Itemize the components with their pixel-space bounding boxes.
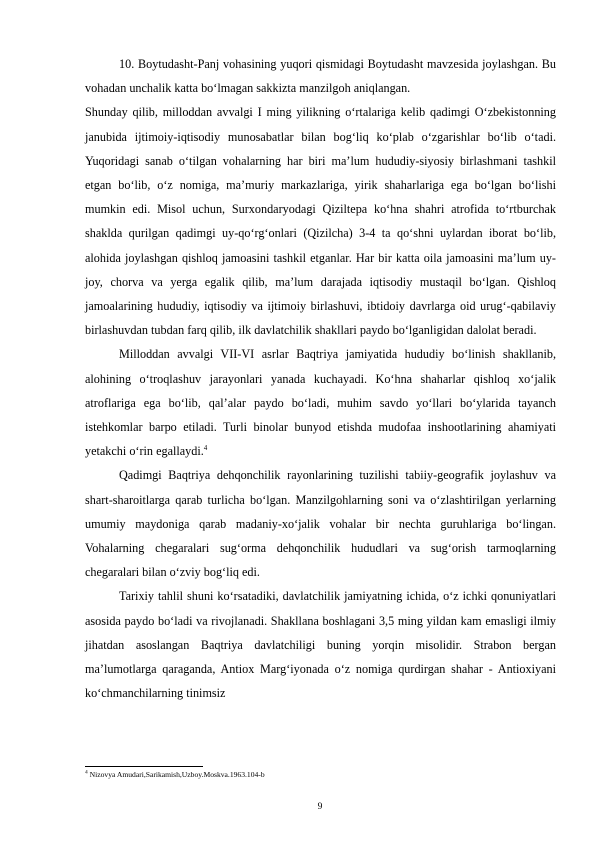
paragraph-2: Shunday qilib, milloddan avvalgi I ming yilikning o‘rtalariga kelib qadimgi O‘zbekistonning janubida ijtimoiy-iqtisodiy munosabatlar bilan bog‘liq ko‘plab o‘zgarishlar bo‘lib o‘tadi. Yuqoridagi sanab o‘tilgan vohalarning har biri ma’lum hududiy-siyosiy birlashmani tashkil etgan bo‘lib, o‘z nomiga, ma’muriy markazlariga, yirik shaharlariga ega bo‘lgan bo‘lishi mumkin edi. Misol uchun, Surxondaryodagi Qiziltepa ko‘hna shahri atrofida to‘rtburchak shaklda qurilgan qadimgi uy-qo‘rg‘onlari (Qizilcha) 3-4 ta qo‘shni uylardan iborat bo‘lib, alohida joylashgan qishloq jamoasini tashkil etganlar. Har bir katta oila jamoasini ma’lum uy-joy, chorva va yerga egalik qilib, ma’lum darajada iqtisodiy mustaqil bo‘lgan. Qishloq jamoalarining hududiy, iqtisodiy va ijtimoiy birlashuvi, ibtidoiy davrlarga oid urug‘-qabilaviy birlashuvdan tubdan farq qilib, ilk davlatchilik shakllari paydo bo‘lganligidan dalolat beradi.	[85, 105, 556, 338]
body-text	[85, 52, 556, 705]
paragraph-3-text: Milloddan avvalgi VII-VI asrlar Baqtriya jamiyatida hududiy bo‘linish shakllanib, alohining o‘troqlashuv jarayonlari yanada kuchayadi. Ko‘hna shaharlar qishloq xo‘jalik atroflariga ega bo‘lib, qal’alar paydo bo‘ladi, muhim savdo yo‘llari bo‘ylarida tayanch istehkomlar barpo etiladi. Turli binolar bunyod etishda mudofaa inshootlarining ahamiyati yetakchi o‘rin egallaydi.	[85, 347, 556, 459]
paragraph-3	[85, 342, 556, 463]
footnote-reference[interactable]: 4	[203, 444, 208, 453]
footnote-separator	[85, 766, 203, 767]
paragraph-4: Qadimgi Baqtriya dehqonchilik rayonlarining tuzilishi tabiiy-geografik joylashuv va shart-sharoitlarga qarab turlicha bo‘lgan. Manzilgohlarning soni va o‘zlashtirilgan yerlarning umumiy maydoniga qarab madaniy-xo‘jalik vohalar bir nechta guruhlariga bo‘lingan. Vohalarning chegaralari sug‘orma dehqonchilik hududlari va sug‘orish tarmoqlarning chegaralari bilan o‘zviy bog‘liq edi.	[85, 468, 556, 580]
footnote-text: Nizovya Amudari,Sarikamish,Uzboy.Moskva.1963.104-b	[87, 770, 265, 779]
page-number: 9	[317, 802, 323, 812]
paragraph-5: Tarixiy tahlil shuni ko‘rsatadiki, davlatchilik jamiyatning ichida, o‘z ichki qonuniyatlari asosida paydo bo‘ladi va rivojlanadi. Shakllana boshlagani 3,5 ming yildan kam emasligi ilmiy jihatdan asoslangan Baqtriya davlatchiligi buning yorqin misolidir. Strabon bergan ma’lumotlarga qaraganda, Antiox Marg‘iyonada o‘z nomiga qurdirgan shahar - Antioxiyani ko‘chmanchilarning tinimsiz	[85, 589, 556, 701]
footnote	[85, 770, 556, 780]
footnote-marker: 4	[85, 769, 88, 776]
paragraph-1: 10. Boytudasht-Panj vohasining yuqori qismidagi Boytudasht mavzesida joylashgan. Bu vohadan unchalik katta bo‘lmagan sakkizta manzilgoh aniqlangan.	[85, 57, 556, 96]
